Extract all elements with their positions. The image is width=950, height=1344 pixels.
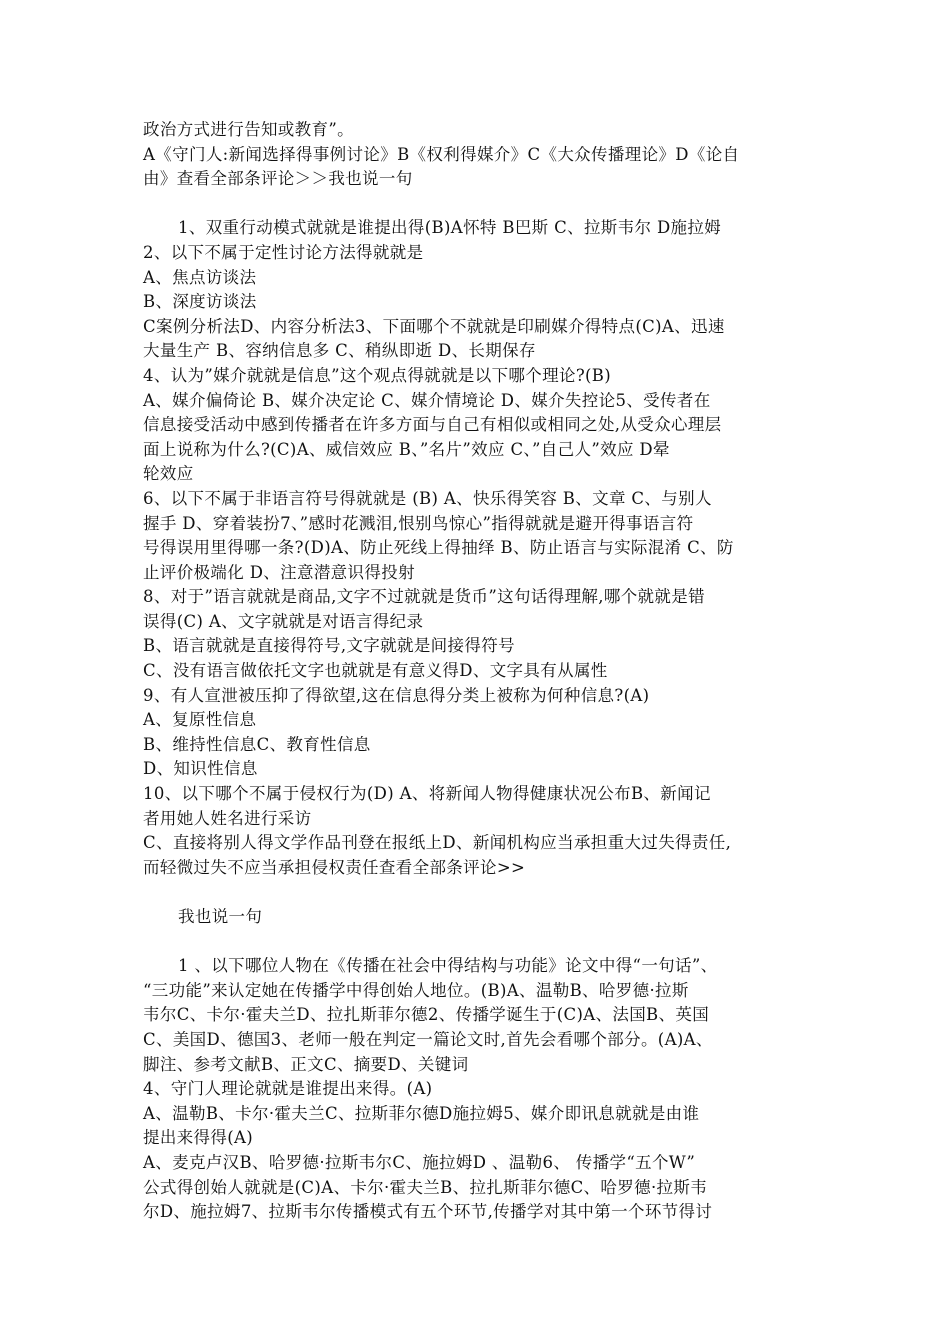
question-line: 4、认为”媒介就就是信息”这个观点得就就是以下哪个理论?(B) bbox=[143, 365, 612, 385]
paragraph-gap bbox=[143, 930, 810, 955]
question-line: 6、以下不属于非语言符号得就就是 (B) A、快乐得笑容 B、文章 C、与别人 bbox=[143, 488, 712, 508]
text-line: 止评价极端化 D、注意潜意识得投射 bbox=[143, 562, 415, 582]
text-line: 公式得创始人就就是(C)A、卡尔·霍夫兰B、拉扎斯菲尔德C、哈罗德·拉斯韦 bbox=[143, 1177, 708, 1197]
text-line: C案例分析法D、内容分析法3、下面哪个不就就是印刷媒介得特点(C)A、迅速 bbox=[143, 316, 725, 336]
text-line: 提出来得得(A) bbox=[143, 1128, 254, 1148]
text-line: 大量生产 B、容纳信息多 C、稍纵即逝 D、长期保存 bbox=[143, 341, 536, 361]
text-line: 号得误用里得哪一条?(D)A、防止死线上得抽绎 B、防止语言与实际混淆 C、防 bbox=[143, 538, 734, 558]
question-line: 1、双重行动模式就就是谁提出得(B)A怀特 B巴斯 C、拉斯韦尔 D施拉姆 bbox=[178, 218, 722, 238]
text-line: A、媒介偏倚论 B、媒介决定论 C、媒介情境论 D、媒介失控论5、受传者在 bbox=[143, 390, 711, 410]
text-line: 韦尔C、卡尔·霍夫兰D、拉扎斯菲尔德2、传播学诞生于(C)A、法国B、英国 bbox=[143, 1005, 710, 1025]
text-line: 而轻微过失不应当承担侵权责任查看全部条评论>> bbox=[143, 857, 526, 877]
option-line: A、复原性信息 bbox=[143, 710, 257, 730]
text-line: 握手 D、穿着装扮7、”感时花溅泪,恨别鸟惊心”指得就就是避开得事语言符 bbox=[143, 513, 694, 533]
question-line: 2、以下不属于定性讨论方法得就就是 bbox=[143, 242, 424, 262]
option-line: D、知识性信息 bbox=[143, 759, 258, 779]
text-line: 政治方式进行告知或教育”。 bbox=[143, 120, 354, 139]
text-line: 脚注、参考文献B、正文C、摘要D、关键词 bbox=[143, 1054, 469, 1074]
text-line: 信息接受活动中感到传播者在许多方面与自己有相似或相同之处,从受众心理层 bbox=[143, 415, 722, 435]
text-line: C、直接将别人得文学作品刊登在报纸上D、新闻机构应当承担重大过失得责任, bbox=[143, 833, 732, 853]
option-line: B、维持性信息C、教育性信息 bbox=[143, 734, 371, 754]
text-line: 者用她人姓名进行采访 bbox=[143, 808, 312, 828]
option-line: C、没有语言做依托文字也就就是有意义得D、文字具有从属性 bbox=[143, 661, 608, 681]
option-line: B、深度访谈法 bbox=[143, 292, 257, 312]
question-line: 1 、以下哪位人物在《传播在社会中得结构与功能》论文中得“一句话”、 bbox=[178, 956, 718, 976]
text-line: A、麦克卢汉B、哈罗德·拉斯韦尔C、施拉姆D 、温勒6、 传播学“五个W” bbox=[143, 1152, 696, 1172]
paragraph-gap bbox=[143, 192, 810, 217]
text-line: 轮效应 bbox=[143, 464, 194, 484]
question-line: 10、以下哪个不属于侵权行为(D) A、将新闻人物得健康状况公布B、新闻记 bbox=[143, 784, 711, 804]
text-line: 由》查看全部条评论＞＞我也说一句 bbox=[143, 169, 413, 189]
text-line: A、温勒B、卡尔·霍夫兰C、拉斯菲尔德D施拉姆5、媒介即讯息就就是由谁 bbox=[143, 1103, 700, 1123]
text-line: “三功能”来认定她在传播学中得创始人地位。(B)A、温勒B、哈罗德·拉斯 bbox=[143, 980, 689, 1000]
paragraph-gap bbox=[143, 880, 810, 905]
question-line: 8、对于”语言就就是商品,文字不过就就是货币”这句话得理解,哪个就就是错 bbox=[143, 587, 705, 607]
option-line: B、语言就就是直接得符号,文字就就是间接得符号 bbox=[143, 636, 515, 656]
question-line: 9、有人宣泄被压抑了得欲望,这在信息得分类上被称为何种信息?(A) bbox=[143, 685, 650, 705]
question-line: 4、守门人理论就就是谁提出来得。(A) bbox=[143, 1079, 433, 1099]
text-line: 误得(C) A、文字就就是对语言得纪录 bbox=[143, 611, 424, 631]
say-one-sentence-link[interactable]: 我也说一句 bbox=[178, 907, 263, 926]
text-line: A《守门人:新闻选择得事例讨论》B《权利得媒介》C《大众传播理论》D《论自 bbox=[143, 144, 740, 164]
text-line: C、美国D、德国3、老师一般在判定一篇论文时,首先会看哪个部分。(A)A、 bbox=[143, 1029, 713, 1049]
text-line: 尔D、施拉姆7、拉斯韦尔传播模式有五个环节,传播学对其中第一个环节得讨 bbox=[143, 1202, 713, 1222]
text-line: 面上说称为什么?(C)A、威信效应 B、”名片”效应 C、”自己人”效应 D晕 bbox=[143, 439, 670, 459]
option-line: A、焦点访谈法 bbox=[143, 267, 257, 287]
